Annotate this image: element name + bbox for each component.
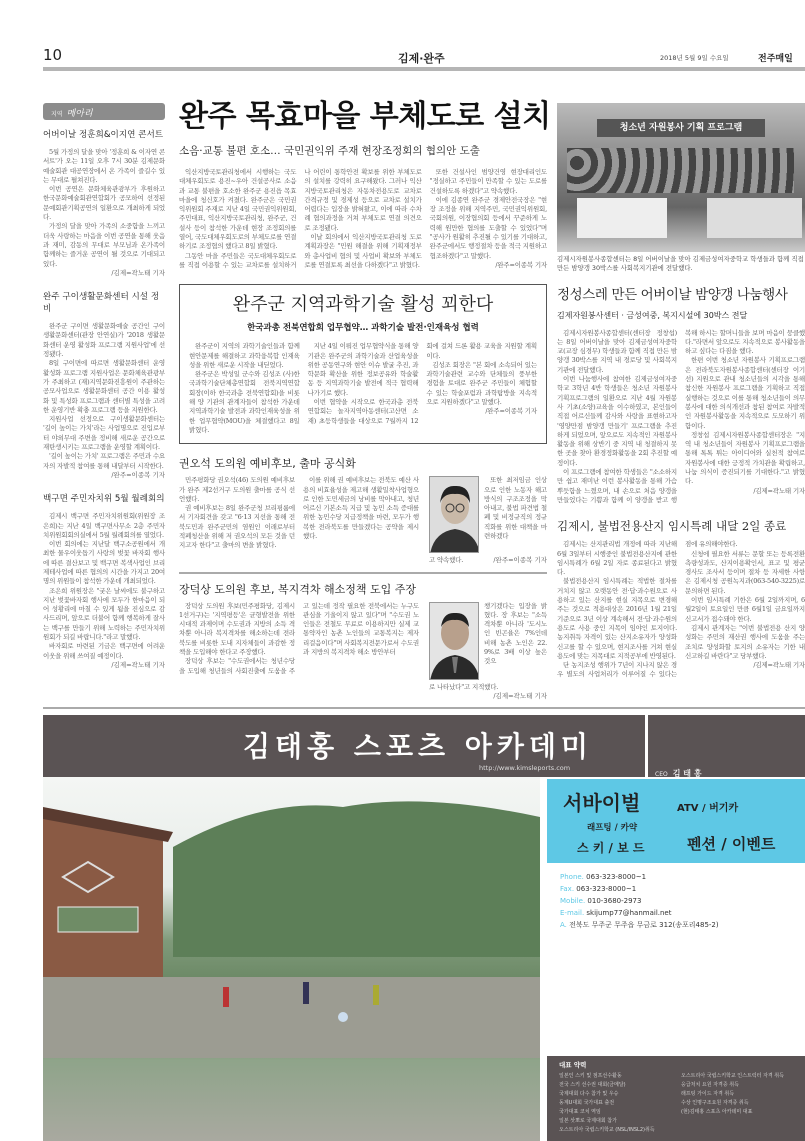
kwon-body: [179, 476, 419, 565]
kwon-tail: 고 약속했다.: [429, 556, 464, 565]
paragraph: 이번 공연은 문화체육관광부가 후원하고 한국문화예술회관연합회가 공모하여 선정된 문예회관기획공연의 일환으로 개최하게 되었다.: [43, 185, 165, 222]
article-title: 어버이날 정훈희&이지연 콘서트: [43, 130, 164, 140]
jang-title: 장덕상 도의원 후보, 복지격차 해소정책 도입 주장: [179, 582, 416, 596]
career-item: 응급처치 요원 자격증 취득: [681, 1082, 739, 1088]
label: Phone.: [560, 873, 584, 882]
paragraph: 신청에 필요한 서류는 문할 또는 등록전환측량성과도, 산지이용확인서, 표고 및 평균경사도 조사서 등이며 절차 등 자세한 사항은 김제시청 공원녹지과(063-540-3225)로 문의하면 된다.: [685, 549, 805, 595]
paragraph: 바자회로 마련된 기금은 백구면에 어려운 이웃을 위해 쓰여질 예정이다.: [43, 642, 165, 660]
paragraph: 김제시 관계자는 "이번 불법전용 산지 양성화는 주민의 재산권 행사에 도움을 주는 조치로 양성화할 토지의 소유자는 기한 내 신고하길 바란다"고 당부했다.: [685, 623, 805, 660]
ad-title: 김태홍 스포츠 아카데미: [243, 730, 593, 764]
label: E-mail.: [560, 909, 585, 918]
ad-lower: [43, 777, 805, 1141]
left-article-concert: [43, 128, 165, 278]
career-item: 일본인 스키 및 점프선수활동: [559, 1073, 622, 1079]
main-body: [179, 168, 547, 270]
paragraph: '길이 높이는 가치' 프로그램은 주민과 수요자의 자발적 참여를 통해 내달부터 시작한다.: [43, 452, 165, 470]
career-item: 오스트리아 국립스키학교 인스트럭터 자격 취득: [681, 1073, 784, 1079]
paragraph: 김제시는 산지관리법 개정에 따라 지난해 6월 3일부터 시행중인 불법전용산지에 관한 임시특례가 6월 2일 자로 종료된다고 밝혔다.: [557, 540, 677, 577]
article-title: 백구면 주민자치위 5월 월례회의: [43, 494, 165, 505]
career-list-right: [681, 1072, 799, 1135]
paragraph: 김제시자원봉사종합센터(센터장 정창섭)는 8일 어버이날을 맞아 김제금성여자중학교(교장 심경무) 학생들과 함께 직접 만든 밤양갱 30박스를 지역 내 경로당 및 사회복지기관에 전달했다.: [557, 328, 677, 374]
photo-caption: 김제시자원봉사종합센터는 8일 어버이날을 맞아 김제금성여자중학교 학생들과 함께 직접 만든 밤양갱 30박스를 사회복지기관에 전달했다.: [557, 255, 804, 273]
career-item: 국제대회 다수 참가 및 우승: [559, 1091, 619, 1097]
kwon-side: [429, 476, 547, 565]
paragraph: 이번 회의에는 지난달 백구소공원에서 개최한 물우이웃돕기 사랑의 벚꽃 바자회 행사에 따른 결산보고 및 백구면 복색사업인 브리제테사업에 따른 협의의 시간을 가지고 20여명의 위원들이 참석한 가운데 개최되었다.: [43, 540, 165, 586]
kwon-content: [179, 476, 547, 565]
contact-address: [560, 919, 799, 931]
byline: /완주=이종복 기자: [495, 260, 547, 269]
science-subheadline: 한국과총 전북연합회 업무협약… 과학기술 발전·인재육성 협력: [247, 323, 479, 334]
byline: /완주=이종복 기자: [111, 470, 165, 479]
career-item: 국가대표 코치 역임: [559, 1109, 601, 1115]
label: Mobile.: [560, 897, 586, 906]
left-article-gui: [43, 290, 165, 480]
paragraph: 그동안 마을 주민들은 국도대체우회도로를 직접 이용할 수 있는 교차로를 설치하거나 어린이 통학안전 확보를 위한 부체도로의 설치를 강력히 요구해왔다. 그러나 익산지방국토관리청은 자동차전용도로 교차로 간격규정 및 경제성 등으로 교차로 설치가 어렵다는 입장을 밝혀왔고, 이에 따라 수차례 협의과정을 거쳐 부체도로 연결 의견으로 조정됐다.: [179, 168, 422, 269]
paragraph: 또한 건설사인 범양건영 현장대리인도 "정실하고 주민들이 만족할 수 있는 도로를 건설하도록 하겠다"고 약속했다.: [429, 168, 547, 195]
science-headline: 완주군 지역과학기술 활성 꾀한다: [232, 294, 494, 316]
paragraph: 지난 4일 이뤄진 업무협약식을 통해 양 기관은 완주군의 과학기술과 산업육성을 위한 공동연구와 현안 이슈 발굴 추진, 과학문화 확산을 위한 정보공유와 학술활동 등 지역과학기술 발전에 적극 협력해 나가기로 했다.: [307, 342, 419, 397]
paragraph: 이번 임시특례 기한은 6월 2일까지며, 6월2일이 토요일인 만큼 6월1일 금요일까지 신고서가 접수돼야 한다.: [685, 596, 805, 623]
byline: /김제=곽노태 기자: [111, 268, 165, 277]
forest-body: [557, 540, 805, 679]
volunteer-photo: [557, 103, 805, 252]
career-item: 수상 인명구조요원 자격증 취득: [681, 1100, 749, 1106]
career-item: 오스트리아 국립스키학교 (NSL/INSL2)취득: [559, 1127, 655, 1133]
contact-list: [547, 863, 805, 1056]
kwon-byline: /완주=이종복 기자: [493, 556, 547, 565]
main-subheadline: 소음·교통 불편 호소… 국민권익위 주재 현장조정회의 협의안 도출: [179, 145, 480, 157]
science-box: [179, 284, 547, 444]
page-number: 10: [43, 46, 63, 64]
ad-top-rule: [43, 707, 805, 709]
paragraph: 조은희 위원장은 "궂은 날씨에도 불구하고 지난 벚꽃바자회 행사에 모두가 한마음이 되어 성황리에 마칠 수 있게 됨을 진심으로 감사드리며, 앞으로 더불어 함께 행복하게 잘사는 백구를 만들기 위해 노력하는 주민자치위원회가 되길 바랍니다."라고 말했다.: [43, 586, 165, 642]
tag-title: 메아리: [66, 109, 93, 119]
paragraph: 김제시 백구면 주민자치위원회(위원장 조은희)는 지난 4일 백구면사무소 2층 주민자치위원회회의실에서 5월 월례회의를 열었다.: [43, 512, 165, 539]
paragraph: 단 농지조성 행위가 7년이 지나지 않은 경우 별도의 사업처리가 이루어질 수 있다는 점에 유의해야한다.: [557, 540, 738, 679]
paragraph: 한편 이번 청소년 자원봉사 기획프로그램은 전라북도자원봉사종합센터(센터장 이기선) 지원으로 관내 청소년들의 시각을 통해 참신한 자원봉사 프로그램을 기획하고 직접 실행하는 것으로 이를 통해 청소년들이 의무봉사에 대한 의식개선과 참된 참여로 자발적인 자원봉사활동을 지속적으로 도모하기 위함이다.: [685, 356, 805, 430]
paragraph: 장덕상 후보는 "수도권에서는 청년수당을 도입해 청년들의 사회진출에 도움을 주고 있는데 정작 필요한 전북에서는 누구도 관심을 기울이지 않고 있다"며 "수도권 노인들은 전철도 무료로 이용하지만 실제 교통약자인 농촌 노인들의 교통복지는 제자리걸음이다"며 사회복지전문가로서 수도권과 지방의 복지격차 해소 방안부터: [179, 601, 419, 675]
contact-phone: [560, 871, 799, 883]
paragraph: 권 예비후보는 8일 완주군청 브리핑룸에서 기자회견을 갖고 "6·13 지선을 통해 전북도민과 완주군민의 염원인 이래로부터 적폐청산을 위해 저 권오석의 모든 것을 던지고자 한다"고 출마의 변을 밝혔다.: [179, 504, 295, 550]
jang-side: [429, 602, 547, 702]
paragraph: 장덕상 도의원 후보(민주평화당, 김제시 1선거구)는 '지역평등'은 균형발전을 위한 시대적 과제이며 수도권과 지방의 소득 격차뿐 아니라 복지격차를 해소하는데 전라북도를 비롯한 도내 지자체들이 과감한 정책을 도입해야 한다고 주장했다.: [179, 601, 295, 657]
story-subheadline: 김제자원봉사센터 · 금성여중, 복지시설에 30박스 전달: [557, 310, 748, 320]
kwon-side-text: 또한 최저임금 인상으로 인한 노동자 해고 방식의 구조조정을 막아내고, 불법 파견법 철폐 및 비정규직의 정규직화를 위한 대책을 마련하겠다: [484, 476, 547, 541]
article-title: 완주 구이생활문화센터 시설 정비: [43, 292, 160, 315]
paragraph: 이를 위해 권 예비후보는 전북도 예산 사용의 비효율성을 제고해 생활밀착사업형으로 인한 도민세금의 낭비를 막아내고, 청년 어르신 기본소득 지급 및 농민 소득 증대를 위한 농민수당 지급정책을 마련, 모두가 행복한 전라북도를 만들겠다는 공약을 제시했다.: [303, 476, 419, 541]
career-item: 일본 삿뽀로 국제대회 참가: [559, 1118, 617, 1124]
ceo-name: 김 태 홍: [672, 769, 702, 779]
jang-byline: /김제=곽노태 기자: [493, 691, 547, 700]
jang-body: [179, 602, 419, 702]
table: [707, 198, 802, 238]
science-body: [189, 342, 537, 435]
jang-portrait: [429, 602, 479, 680]
jang-article: [179, 582, 547, 702]
advertisement: [43, 715, 805, 1141]
value[interactable]: skijump77@hanmail.net: [586, 909, 672, 918]
students-group: [567, 148, 794, 193]
service-pension: 펜션 / 이벤트: [687, 835, 776, 854]
paragraph: 완주군이 지역의 과학기술인들과 함께 현안문제를 해결하고 과학융복합 인재육성을 위한 새로운 시작을 내딛었다.: [189, 342, 300, 369]
jang-tail: 로 나타났다"고 지적했다.: [429, 682, 499, 691]
right-column: [557, 98, 805, 701]
paragraph: 8일 구이면에 따르면 생활문화센터 운영 활성화 프로그램 지원사업은 문화체육관광부가 주최하고 (재)지역문화진흥원이 주관하는 공모사업으로 생활문화센터 공간 이용 활성화 및 특성화 프로그램과 센터별 특성을 고려한 운영기반 확충 프로그램 등을 지원한다.: [43, 359, 165, 414]
news-content: [43, 98, 805, 701]
label: A.: [560, 921, 567, 930]
byline: /김제=곽노태 기자: [753, 661, 805, 670]
contact-fax: [560, 883, 799, 895]
paragraph: 이 프로그램에 참여한 학생들은 "소소하지만 쉽고 재미난 이런 봉사활동을 통해 가슴 뿌듯함을 느꼈으며, 내 손으로 처음 양갱을 만들었다는 기쁨과 함께 이 양갱을 받고 행복해 하시는 할머니들을 보며 마음이 뭉클했다."라면서 앞으로도 지속적으로 봉사활동을 하고 싶다는 다짐을 했다.: [557, 328, 805, 504]
byline: /완주=이종복 기자: [485, 407, 537, 416]
divider: [179, 572, 547, 574]
table: [577, 198, 667, 238]
main-headline: 완주 목효마을 부체도로 설치: [179, 99, 551, 134]
ad-banner: [43, 715, 805, 777]
ad-url[interactable]: http://www.kimsleports.com: [479, 764, 571, 773]
left-article-baekgu: [43, 492, 165, 670]
paragraph: 이번 나눔행사에 참여한 김제금성여자중학교 3학년 4반 학생들은 청소년 자원봉사 기획프로그램의 일환으로 지난 4월 자원봉사 기초(소양)교육을 이수하였고, 본인들이 직접 어르신들께 감사와 사랑을 표현하고자 '영양만점 밤양갱 만들기' 프로그램을 추진하게 되었으며, 앞으로도 지속적인 자원봉사활동을 위해 상반기 중 지역 내 청결하지 못한 곳을 찾아 환경정화활동을 2회 추진할 예정이다.: [557, 375, 677, 467]
value[interactable]: 063-323-8000~1: [586, 873, 647, 882]
career-list-left: [559, 1072, 675, 1135]
story-headline: 정성스레 만든 어버이날 밤양갱 나눔행사: [557, 286, 788, 303]
divider: [645, 715, 648, 777]
section-title: 김제·완주: [398, 52, 445, 65]
career-heading: 대표 약력: [559, 1061, 587, 1069]
paragraph: 익산지방국토관리청에서 시행하는 국도대체우회도로 용진~우아 건설공사로 소음과 교통 불편을 호소한 완주군 용진읍 목효마을에 청신호가 켜졌다. 완주군은 국민권익위원회 주재로 지난 4일 국민권익위원회, 주민대표, 익산지방국토관리청, 완주군, 건설사 등이 참석한 가운데 현장 조정회의를 열어, 국도대체우회도로의 부체도로를 연결하기로 조정협의 했다고 8일 밝혔다.: [179, 168, 297, 251]
forest-title: 김제시, 불법전용산지 임시특례 내달 2일 종료: [557, 519, 787, 534]
service-atv: ATV / 버기카: [677, 803, 739, 815]
value[interactable]: 010-3680-2973: [587, 897, 642, 906]
byline: /김제=곽노태 기자: [111, 660, 165, 669]
career-item: 전국 스키 선수권 대회(금메달): [559, 1082, 626, 1088]
label: Fax.: [560, 885, 575, 894]
service-rafting: 래프팅 / 카약: [587, 823, 638, 834]
value: 전북도 무주군 무주읍 무금로 312(송포리485-2): [569, 921, 719, 930]
paragraph: 이번 협약을 시작으로 한국과총 전북연합회는 놀자지역아동센터(고산면 소재) 초등학생들을 대상으로 7월까지 12회에 걸쳐 드론 활용 교육을 지원할 계획이다.: [307, 342, 537, 425]
ceo: [655, 761, 702, 780]
contact-email: [560, 907, 799, 919]
paragraph: 정창섭 김제시자원봉사종합센터장은 "지역 내 청소년들이 자원봉사 기획프로그램을 통해 톡톡 튀는 아이디어와 실천적 참여로 자원봉사에 대한 긍정적 가치관을 확립하고, 나눔 의식이 증진되기를 기대한다."고 밝혔다.: [685, 430, 805, 486]
paragraph: 이날 회의에서 익산지방국토관리청 도로계획과장은 "민원 해결을 위해 기획재정부와 총사업비 협의 및 사업비 확보와 부체도로를 연결토록 최선을 다하겠다"고 밝혔다.: [304, 233, 422, 269]
career-item: 동계U대회 국가대표 출전: [559, 1100, 615, 1106]
story-body: [557, 329, 805, 506]
kwon-title: 권오석 도의원 예비후보, 출마 공식화: [179, 457, 356, 471]
paragraph: 완주군 구이면 생활문화예술 공간인 구이생활문화센터(관장 안연실)가 '2018 생활문화센터 운영 활성화 프로그램 지원사업'에 선정됐다.: [43, 322, 165, 359]
jang-side-text: 챙기겠다는 입장을 밝혔다. 장 후보는 "소득 격차뿐 아니라 '도시노인 빈곤율은 7%인데 비해 농촌 노인은 22.9%로 3배 이상 높은 것으: [484, 601, 547, 666]
academy-photo: [43, 777, 540, 1141]
career-item: (현)김태홍 스포츠 아카데미 대표: [681, 1109, 753, 1115]
issue-date: 2018년 5월 9일 수요일: [660, 54, 729, 62]
contact-mobile: [560, 895, 799, 907]
column-tag: [43, 103, 165, 120]
paragraph: 불법전용산지 임시특례는 적법한 절차를 거치지 않고 오랫동안 전·답·과수원으로 사용하고 있는 산지를 현실 지목으로 변경해 주는 것으로 적용대상은 2016년 1월 21일 기준으로 3년 이상 계속해서 전·답·과수원의 용도로 사용 중인 지목이 임야인 토지이다. 농지취득 자격이 있는 산지소유자가 양성화 신고를 할 수 있으며, 현지조사를 거쳐 현실용도에 맞는 지목대로 지적공부에 반영된다.: [557, 577, 677, 660]
paragraph: 민주평화당 권오석(46) 도의원 예비후보가 완주 제2선거구 도의원 출마를 공식 선언했다.: [179, 476, 295, 503]
jang-content: [179, 602, 547, 702]
value: 063-323-8000~1: [576, 885, 637, 894]
byline: /김제=곽노태 기자: [753, 486, 805, 495]
photo-banner: 청소년 자원봉사 기획 프로그램: [597, 119, 765, 137]
kwon-portrait: [429, 476, 479, 553]
academy-scene: [43, 777, 540, 1058]
service-survival: 서바이벌: [563, 791, 641, 816]
ad-right-panel: [547, 777, 805, 1141]
paragraph: 가정의 달을 맞아 가족의 소중함을 느끼고 더욱 사랑하는 마음을 이번 공연을 통해 웃음과 재미, 감동의 무대로 부모님과 온가족이 함께하는 즐거운 공연이 될 것으로 기대되고 있다.: [43, 222, 165, 268]
center-column: [179, 98, 551, 701]
portrait-image: [430, 603, 479, 680]
paragraph: 완주군은 박성일 군수와 김성조 (사)한국과학기술단체총연합회 전북지역연합회장(이하 한국과총 전북연합회)을 비롯해 양 기관의 관계자들이 참석한 가운데 지역과학기술 발전과 과학인재육성을 위한 업무협약(MOU)을 체결했다고 8일 밝혔다.: [189, 370, 300, 434]
career-lists: [559, 1072, 799, 1135]
page-header: [0, 0, 805, 98]
career-panel: [547, 1056, 805, 1141]
tag-prefix: 지역: [51, 111, 63, 118]
header-rule: [43, 67, 805, 71]
portrait-image: [430, 477, 479, 553]
paragraph: 이에 김종연 완주군 경제안전국장은 "현장 조정을 위해 지역주민, 국민권익위원회, 국회의원, 이장협의회 등에서 꾸준하게 노력해 원만한 협의를 도출할 수 있었다"며 "공사가 원활히 추진될 수 있기를 기대하고, 완주군에서도 행정절차 등을 적극 지원하고 협조하겠다"고 말했다.: [429, 195, 547, 260]
services-panel: [547, 779, 805, 863]
kwon-article: [179, 456, 547, 565]
ceo-label: CEO: [655, 771, 668, 779]
service-ski: 스 키 / 보 드: [577, 841, 645, 856]
paragraph: 5월 가정의 달을 맞아 '정훈희 & 이자연 콘서트'가 오는 11일 오후 7시 30분 김제문화예술회관 대공연장에서 온 가족이 즐길수 있는 무대로 펼쳐진다.: [43, 148, 165, 184]
paper-name: 전주매일: [758, 54, 793, 64]
paragraph: 김성조 회장은 "본 회에 소속되어 있는 과학기술관련 교수와 단체들의 풍부한 경험을 토대로 완주군 주민들이 체험할 수 있는 학술포럼과 과학탐방을 지속적으로 지원하겠다"고 말했다.: [426, 360, 537, 407]
left-column: [43, 98, 165, 701]
career-item: 래프팅 가이드 자격 취득: [681, 1091, 735, 1097]
paragraph: 지원사업 선정으로 구이생활문화센터는 '길이 높이는 가치'라는 사업명으로 진입로부터 야외무대 주변을 정비해 새로운 공간으로 재탄생시키는 프로그램을 운영할 계획이다.: [43, 415, 165, 452]
